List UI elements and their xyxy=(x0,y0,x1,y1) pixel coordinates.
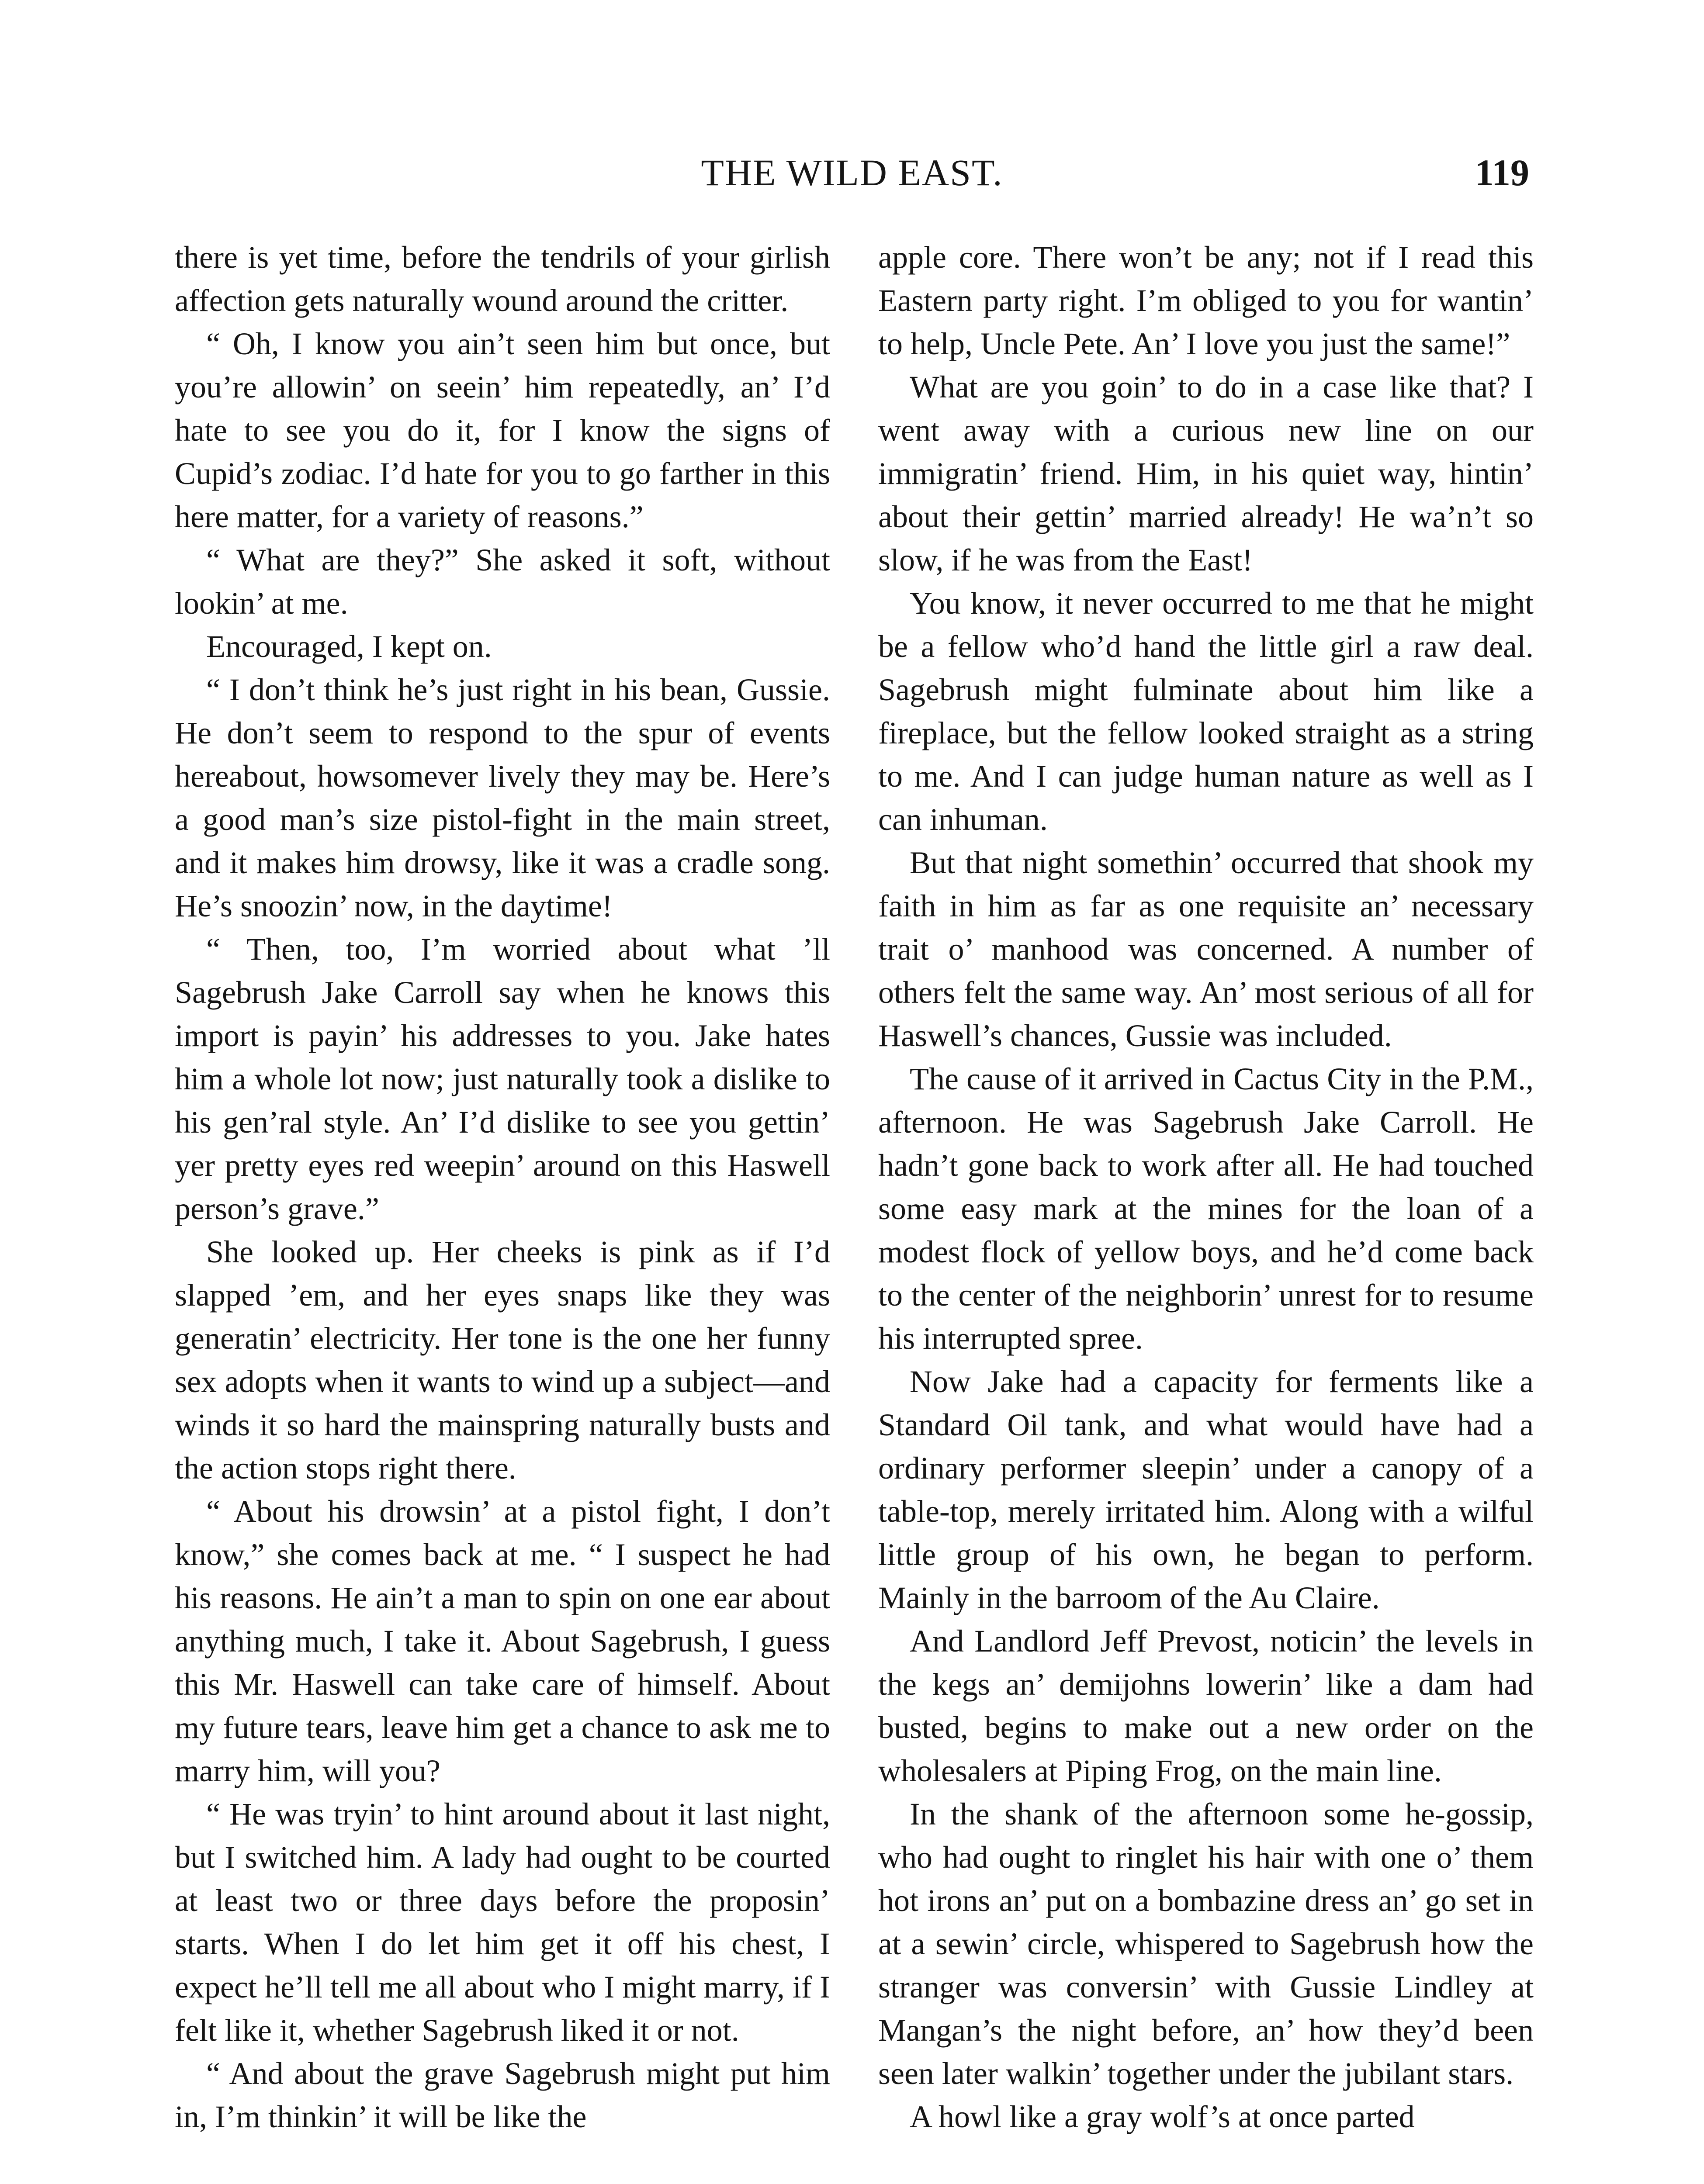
paragraph-text: The cause of it arrived in Cactus City in the xyxy=(910,1061,1460,1096)
running-title: THE WILD EAST. xyxy=(701,152,1003,194)
paragraph: “ What are they?” She asked it soft, without lookin’ at me. xyxy=(175,543,830,621)
page-number: 119 xyxy=(1475,152,1529,194)
paragraph: In the shank of the afternoon some he-gossip, who had ought to ringlet his hair with one o’ them hot irons an’ put on a bombazine dress an’ go set in at a sewin’ circle, whispered to Sagebrush how the stranger was conversin’ with Gussie Lindley at Mangan’s the night before, an’ how they’d been seen later walkin’ together under the jubilant stars. xyxy=(878,1797,1534,2091)
paragraph: there is yet time, before the tendrils of your girlish affection gets naturally wound around the critter. xyxy=(175,240,830,318)
paragraph-text: , afternoon. He was Sagebrush Jake Carroll. He hadn’t gone back to work after all. He had touched some easy mark at the mines for the loan of a modest flock of yellow boys, and he’d come back to the center of the neighborin’ unrest for to resume his interrupted spree. xyxy=(878,1061,1534,1356)
paragraph xyxy=(878,1057,1534,1360)
paragraph: You know, it never occurred to me that he might be a fellow who’d hand the little girl a raw deal. Sagebrush might fulminate about him like a fireplace, but the fellow looked straight as a string to me. And I can judge human nature as well as I can inhuman. xyxy=(878,586,1534,837)
paragraph: She looked up. Her cheeks is pink as if I’d slapped ’em, and her eyes snaps like they was generatin’ electricity. Her tone is the one her funny sex adopts when it wants to wind up a subject—and winds it so hard the mainspring naturally busts and the action stops right there. xyxy=(175,1234,830,1486)
right-column xyxy=(878,236,1534,2139)
paragraph: “ And about the grave Sagebrush might put him in, I’m thinkin’ it will be like the xyxy=(175,2056,830,2134)
paragraph: “ Then, too, I’m worried about what ’ll Sagebrush Jake Carroll say when he knows this import is payin’ his addresses to you. Jake hates him a whole lot now; just naturally took a dislike to his gen’ral style. An’ I’d dislike to see you gettin’ yer pretty eyes red weepin’ around on this Haswell person’s grave.” xyxy=(175,932,830,1226)
paragraph: What are you goin’ to do in a case like that? I went away with a curious new line on our immigratin’ friend. Him, in his quiet way, hintin’ about their gettin’ married already! He wa’n’t so slow, if he was from the East! xyxy=(878,370,1534,577)
paragraph: A howl like a gray wolf’s at once parted xyxy=(910,2099,1415,2134)
paragraph: “ Oh, I know you ain’t seen him but once, but you’re allowin’ on seein’ him repeatedly, an’ I’d hate to see you do it, for I know the signs of Cupid’s zodiac. I’d hate for you to go farther in this here matter, for a variety of reasons.” xyxy=(175,326,830,534)
paragraph: “ He was tryin’ to hint around about it last night, but I switched him. A lady had ought to be courted at least two or three days before the proposin’ starts. When I do let him get it off his chest, I expect he’ll tell me all about who I might marry, if I felt like it, whether Sagebrush liked it or not. xyxy=(175,1797,830,2048)
page-header xyxy=(175,149,1529,197)
paragraph: But that night somethin’ occurred that shook my faith in him as far as one requisite an’ necessary trait o’ manhood was concerned. A number of others felt the same way. An’ most serious of all for Haswell’s chances, Gussie was included. xyxy=(878,845,1534,1053)
paragraph: “ I don’t think he’s just right in his bean, Gussie. He don’t seem to respond to the spur of events hereabout, howsomever lively they may be. Here’s a good man’s size pistol-fight in the main street, and it makes him drowsy, like it was a cradle song. He’s snoozin’ now, in the daytime! xyxy=(175,672,830,923)
paragraph: apple core. There won’t be any; not if I read this Eastern party right. I’m obliged to you for wantin’ to help, Uncle Pete. An’ I love you just the same!” xyxy=(878,240,1534,361)
paragraph: “ About his drowsin’ at a pistol fight, I don’t know,” she comes back at me. “ I suspect he had his reasons. He ain’t a man to spin on one ear about anything much, I take it. About Sagebrush, I guess this Mr. Haswell can take care of himself. About my future tears, leave him get a chance to ask me to marry him, will you? xyxy=(175,1494,830,1788)
paragraph: And Landlord Jeff Prevost, noticin’ the levels in the kegs an’ demijohns lowerin’ like a dam had busted, begins to make out a new order on the wholesalers at Piping Frog, on the main line. xyxy=(878,1624,1534,1788)
left-column xyxy=(175,236,830,2139)
paragraph: Now Jake had a capacity for ferments like a Standard Oil tank, and what would have had a ordinary performer sleepin’ under a canopy of a table-top, merely irritated him. Along with a wilful little group of his own, he began to perform. Mainly in the barroom of the Au Claire. xyxy=(878,1364,1534,1615)
paragraph: Encouraged, I kept on. xyxy=(206,629,492,664)
pm-abbreviation: P.M. xyxy=(1468,1061,1526,1096)
